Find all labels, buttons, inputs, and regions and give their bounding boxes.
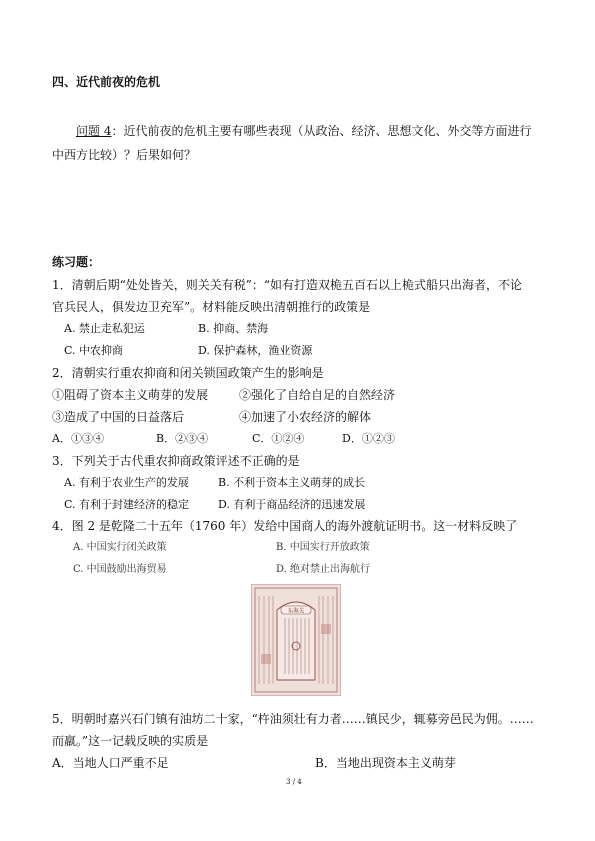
q2-option-d: D．①②③ (342, 432, 395, 445)
q2-statement-4: ④加速了小农经济的解体 (239, 410, 372, 424)
q2-stem: 2．清朝实行重农抑商和闭关锁国政策产生的影响是 (52, 366, 324, 380)
q4-option-b: B. 中国实行开放政策 (276, 542, 370, 553)
q3-option-c: C. 有利于封建经济的稳定 (64, 498, 190, 511)
q5-option-b: B．当地出现资本主义萌芽 (315, 756, 456, 770)
q2-statement-3: ③造成了中国的日益落后 (52, 410, 185, 424)
q4-option-c: C. 中国鼓励出海贸易 (73, 564, 167, 575)
q2-option-c: C．①②④ (252, 432, 305, 445)
q1-option-c: C. 中农抑商 (64, 344, 124, 357)
q1-line1: 1．清朝后期“处处皆关，则关关有税”：“如有打造双桅五百石以上桅式船只出海者，不论 (52, 278, 523, 292)
q1-option-b: B. 抑商、禁海 (198, 322, 269, 335)
page-number: 3 / 4 (286, 778, 302, 786)
question-4-text: ：近代前夜的危机主要有哪些表现（从政治、经济、思想文化、外交等方面进行 (111, 124, 532, 138)
q3-option-d: D. 有利于商品经济的迅速发展 (218, 498, 366, 511)
q2-option-b: B．②③④ (156, 432, 209, 445)
sea-pass-certificate-image (251, 584, 341, 696)
question-label: 问题 4 (76, 124, 112, 138)
q1-option-a: A. 禁止走私犯运 (64, 322, 145, 335)
question-4-line1 (76, 123, 531, 139)
q3-stem: 3．下列关于古代重农抑商政策评述不正确的是 (52, 454, 300, 468)
q2-statement-1: ①阻碍了资本主义萌芽的发展 (52, 388, 209, 402)
q4-stem: 4．图 2 是乾隆二十五年（1760 年）发给中国商人的海外渡航证明书。这一材料反映了 (52, 519, 518, 533)
q2-statement-2: ②强化了自给自足的自然经济 (239, 388, 396, 402)
q5-line1: 5．明朝时嘉兴石门镇有油坊二十家，“杵油须壮有力者……镇民少，辄募旁邑民为佣。…… (52, 712, 534, 726)
exercises-heading: 练习题： (52, 255, 101, 269)
q4-option-a: A. 中国实行闭关政策 (73, 542, 167, 553)
q2-option-a: A．①③④ (52, 432, 104, 445)
question-4-line2: 中西方比较）？后果如何？ (52, 148, 197, 162)
q3-option-a: A. 有利于农业生产的发展 (64, 476, 189, 489)
q3-option-b: B. 不利于资本主义萌芽的成长 (218, 476, 366, 489)
cert-banner-text: 东海关 (287, 608, 305, 615)
q5-option-a: A．当地人口严重不足 (52, 756, 169, 770)
q4-option-d: D. 绝对禁止出海航行 (276, 564, 371, 575)
q5-line2: 而羸。”这一记载反映的实质是 (52, 734, 209, 748)
q1-option-d: D. 保护森林，渔业资源 (198, 344, 313, 357)
q1-line2: 官兵民人，俱发边卫充军”。材料能反映出清朝推行的政策是 (52, 300, 371, 314)
section-heading: 四、近代前夜的危机 (52, 75, 161, 89)
